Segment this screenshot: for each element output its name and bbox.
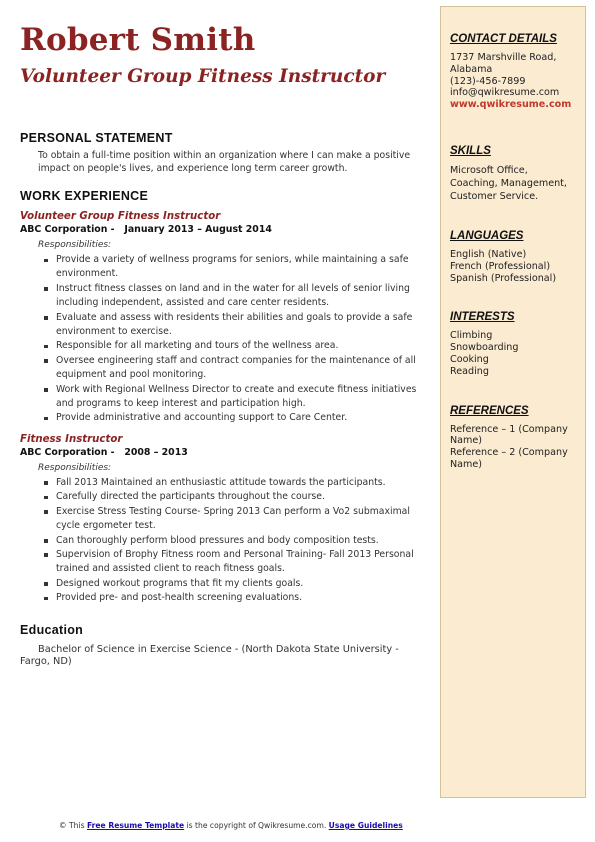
references-section bbox=[450, 405, 577, 471]
candidate-job-title: Volunteer Group Fitness Instructor bbox=[20, 66, 386, 87]
contact-section bbox=[450, 33, 577, 111]
list-item: French (Professional) bbox=[450, 260, 551, 272]
contact-heading: CONTACT DETAILS bbox=[450, 33, 557, 45]
usage-guidelines-link[interactable]: Usage Guidelines bbox=[328, 821, 403, 830]
languages-list bbox=[450, 249, 577, 284]
address-line: 1737 Marshville Road, bbox=[450, 52, 557, 63]
list-item: Responsible for all marketing and tours of the wellness area. bbox=[20, 339, 418, 353]
interests-section bbox=[450, 311, 577, 377]
education-text: Bachelor of Science in Exercise Science - (North Dakota State University - Fargo, ND) bbox=[20, 643, 399, 668]
skills-text: Microsoft Office, Coaching, Management, Customer Service. bbox=[450, 164, 567, 202]
list-item: Exercise Stress Testing Course- Spring 2013 Can perform a Vo2 submaximal cycle ergometer test. bbox=[20, 505, 418, 534]
languages-section bbox=[450, 230, 577, 284]
address-line: Alabama bbox=[450, 63, 493, 75]
footer bbox=[0, 821, 595, 830]
list-item: Can thoroughly perform blood pressures and body composition tests. bbox=[20, 534, 418, 548]
list-item: Provided pre- and post-health screening evaluations. bbox=[20, 591, 418, 605]
main-column bbox=[20, 131, 418, 669]
interests-list bbox=[450, 330, 577, 377]
personal-statement-text: To obtain a full-time position within an organization where I can make a positive impact on people's lives, and experience long term career growth. bbox=[38, 150, 411, 174]
job-title: Fitness Instructor bbox=[20, 433, 123, 445]
footer-prefix: © This bbox=[59, 821, 87, 830]
list-item: Snowboarding bbox=[450, 342, 519, 354]
references-heading: REFERENCES bbox=[450, 404, 529, 417]
work-experience-section bbox=[20, 189, 418, 606]
responsibilities-list bbox=[20, 253, 418, 426]
list-item: Reading bbox=[450, 365, 489, 377]
job-company-dates: ABC Corporation - January 2013 – August 2014 bbox=[20, 224, 272, 235]
list-item: Spanish (Professional) bbox=[450, 272, 557, 284]
free-resume-template-link[interactable]: Free Resume Template bbox=[86, 821, 185, 830]
footer-copyright-text: is the copyright of Qwikresume.com. bbox=[184, 821, 329, 830]
list-item: English (Native) bbox=[450, 248, 527, 260]
responsibilities-label: Responsibilities: bbox=[38, 462, 112, 473]
list-item: Provide a variety of wellness programs for seniors, while maintaining a safe environment. bbox=[20, 253, 418, 282]
responsibilities-label: Responsibilities: bbox=[38, 240, 112, 250]
sidebar bbox=[440, 6, 586, 798]
list-item: Reference – 1 (Company Name) bbox=[450, 423, 568, 447]
phone-number: (123)-456-7899 bbox=[450, 75, 526, 87]
list-item: Oversee engineering staff and contract companies for the maintenance of all equipment and pool monitoring. bbox=[20, 354, 418, 383]
education-heading: Education bbox=[20, 622, 84, 637]
list-item: Work with Regional Wellness Director to create and execute fitness initiatives and programs to keep interest and participation high. bbox=[20, 383, 418, 412]
interests-heading: INTERESTS bbox=[450, 311, 515, 324]
references-list bbox=[450, 424, 577, 471]
list-item: Fall 2013 Maintained an enthusiastic attitude towards the participants. bbox=[20, 476, 418, 490]
job-company-dates: ABC Corporation - 2008 – 2013 bbox=[20, 446, 188, 458]
job-title: Volunteer Group Fitness Instructor bbox=[20, 211, 221, 222]
skills-section bbox=[450, 145, 577, 203]
list-item: Instruct fitness classes on land and in the water for all levels of senior living including independent, assisted and care center residents. bbox=[20, 282, 418, 311]
list-item: Cooking bbox=[450, 353, 489, 365]
education-section bbox=[20, 623, 418, 669]
personal-statement-section bbox=[20, 131, 418, 175]
work-experience-heading: WORK EXPERIENCE bbox=[20, 189, 149, 203]
job-entry bbox=[20, 434, 418, 606]
list-item: Supervision of Brophy Fitness room and Personal Training- Fall 2013 Personal trained and assisted client to reach fitness goals. bbox=[20, 548, 418, 577]
list-item: Climbing bbox=[450, 330, 493, 342]
list-item: Reference – 2 (Company Name) bbox=[450, 447, 568, 470]
list-item: Designed workout programs that fit my clients goals. bbox=[20, 577, 418, 591]
email-address[interactable]: info@qwikresume.com bbox=[450, 87, 560, 99]
responsibilities-list bbox=[20, 476, 418, 606]
website-link[interactable]: www.qwikresume.com bbox=[450, 99, 572, 111]
skills-heading: SKILLS bbox=[450, 144, 491, 157]
personal-statement-heading: PERSONAL STATEMENT bbox=[20, 131, 173, 145]
languages-heading: LANGUAGES bbox=[450, 229, 524, 242]
list-item: Carefully directed the participants throughout the course. bbox=[20, 490, 418, 504]
job-entry bbox=[20, 211, 418, 426]
contact-details bbox=[450, 52, 577, 111]
candidate-name: Robert Smith bbox=[20, 22, 256, 58]
list-item: Evaluate and assess with residents their abilities and goals to provide a safe environment to exercise. bbox=[20, 311, 418, 340]
list-item: Provide administrative and accounting support to Care Center. bbox=[20, 411, 418, 425]
